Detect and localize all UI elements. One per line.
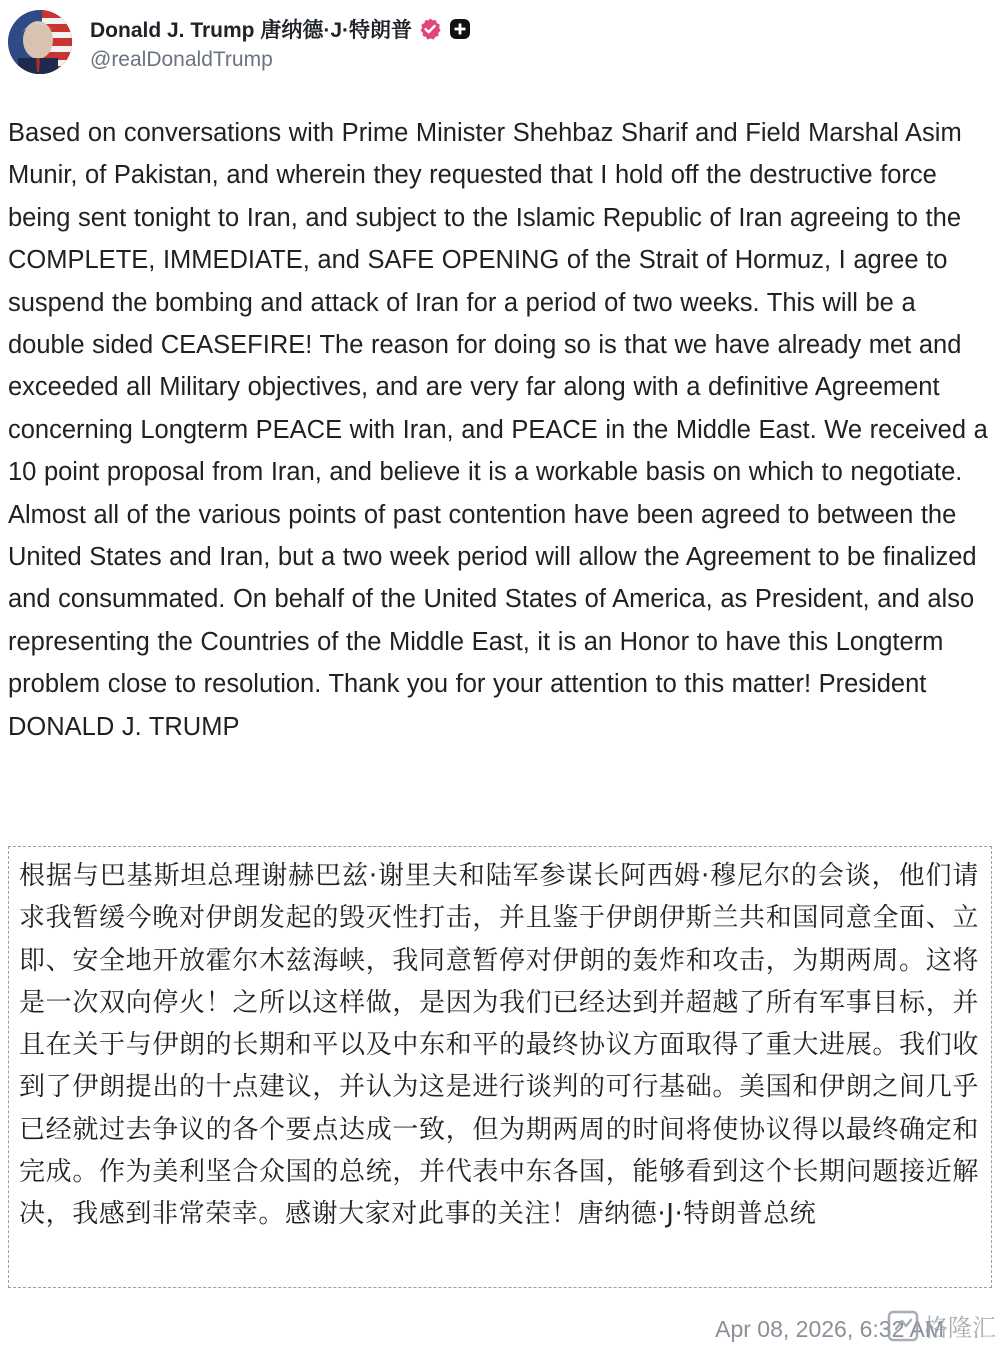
watermark-logo-icon: [886, 1309, 920, 1343]
verified-badge-icon: [418, 17, 442, 41]
author-display-name[interactable]: Donald J. Trump 唐纳德·J·特朗普: [90, 19, 413, 42]
translation-text: 根据与巴基斯坦总理谢赫巴兹·谢里夫和陆军参谋长阿西姆·穆尼尔的会谈，他们请求我暂缓今晚对伊朗发起的毁灭性打击，并且鉴于伊朗伊斯兰共和国同意全面、立即、安全地开放霍尔木兹海峡，我同意暂停对伊朗的轰炸和攻击，为期两周。这将是一次双向停火！之所以这样做，是因为我们已经达到并超越了所有军事目标，并且在关于与伊朗的长期和平以及中东和平的最终协议方面取得了重大进展。我们收到了伊朗提出的十点建议，并认为这是进行谈判的可行基础。美国和伊朗之间几乎已经就过去争议的各个要点达成一致，但为期两周的时间将使协议得以最终确定和完成。作为美利坚合众国的总统，并代表中东各国，能够看到这个长期问题接近解决，我感到非常荣幸。感谢大家对此事的关注！唐纳德·J·特朗普总统: [19, 861, 979, 1230]
post-text: Based on conversations with Prime Minister Shehbaz Sharif and Field Marshal Asim Munir, of Pakistan, and wherein they requested that I hold off the destructive force being sent tonight to Iran, and subject to the Islamic Republic of Iran agreeing to the COMPLETE, IMMEDIATE, and SAFE OPENING of the Strait of Hormuz, I agree to suspend the bombing and attack of Iran for a period of two weeks. This will be a double sided CEASEFIRE! The reason for doing so is that we have already met and exceeded all Military objectives, and are very far along with a definitive Agreement concerning Longterm PEACE with Iran, and PEACE in the Middle East. We received a 10 point proposal from Iran, and believe it is a workable basis on which to negotiate. Almost all of the various points of past contention have been agreed to between the United States and Iran, but a two week period will allow the Agreement to be finalized and consummated. On behalf of the United States of America, as President, and also representing the Countries of the Middle East, it is an Honor to have this Longterm problem close to resolution. Thank you for your attention to this matter! President DONALD J. TRUMP: [8, 119, 988, 741]
author-name-row: [90, 14, 472, 44]
watermark: [886, 1308, 996, 1343]
translation-box: [8, 846, 992, 1288]
post-timestamp[interactable]: Apr 08, 2026, 6:32 AM: [715, 1316, 944, 1342]
author-handle[interactable]: @realDonaldTrump: [90, 48, 273, 71]
avatar-image: [8, 10, 72, 74]
avatar[interactable]: [8, 10, 72, 74]
post-header: [8, 8, 998, 78]
plus-badge-icon: [448, 17, 472, 41]
watermark-text: 格隆汇: [924, 1314, 996, 1342]
